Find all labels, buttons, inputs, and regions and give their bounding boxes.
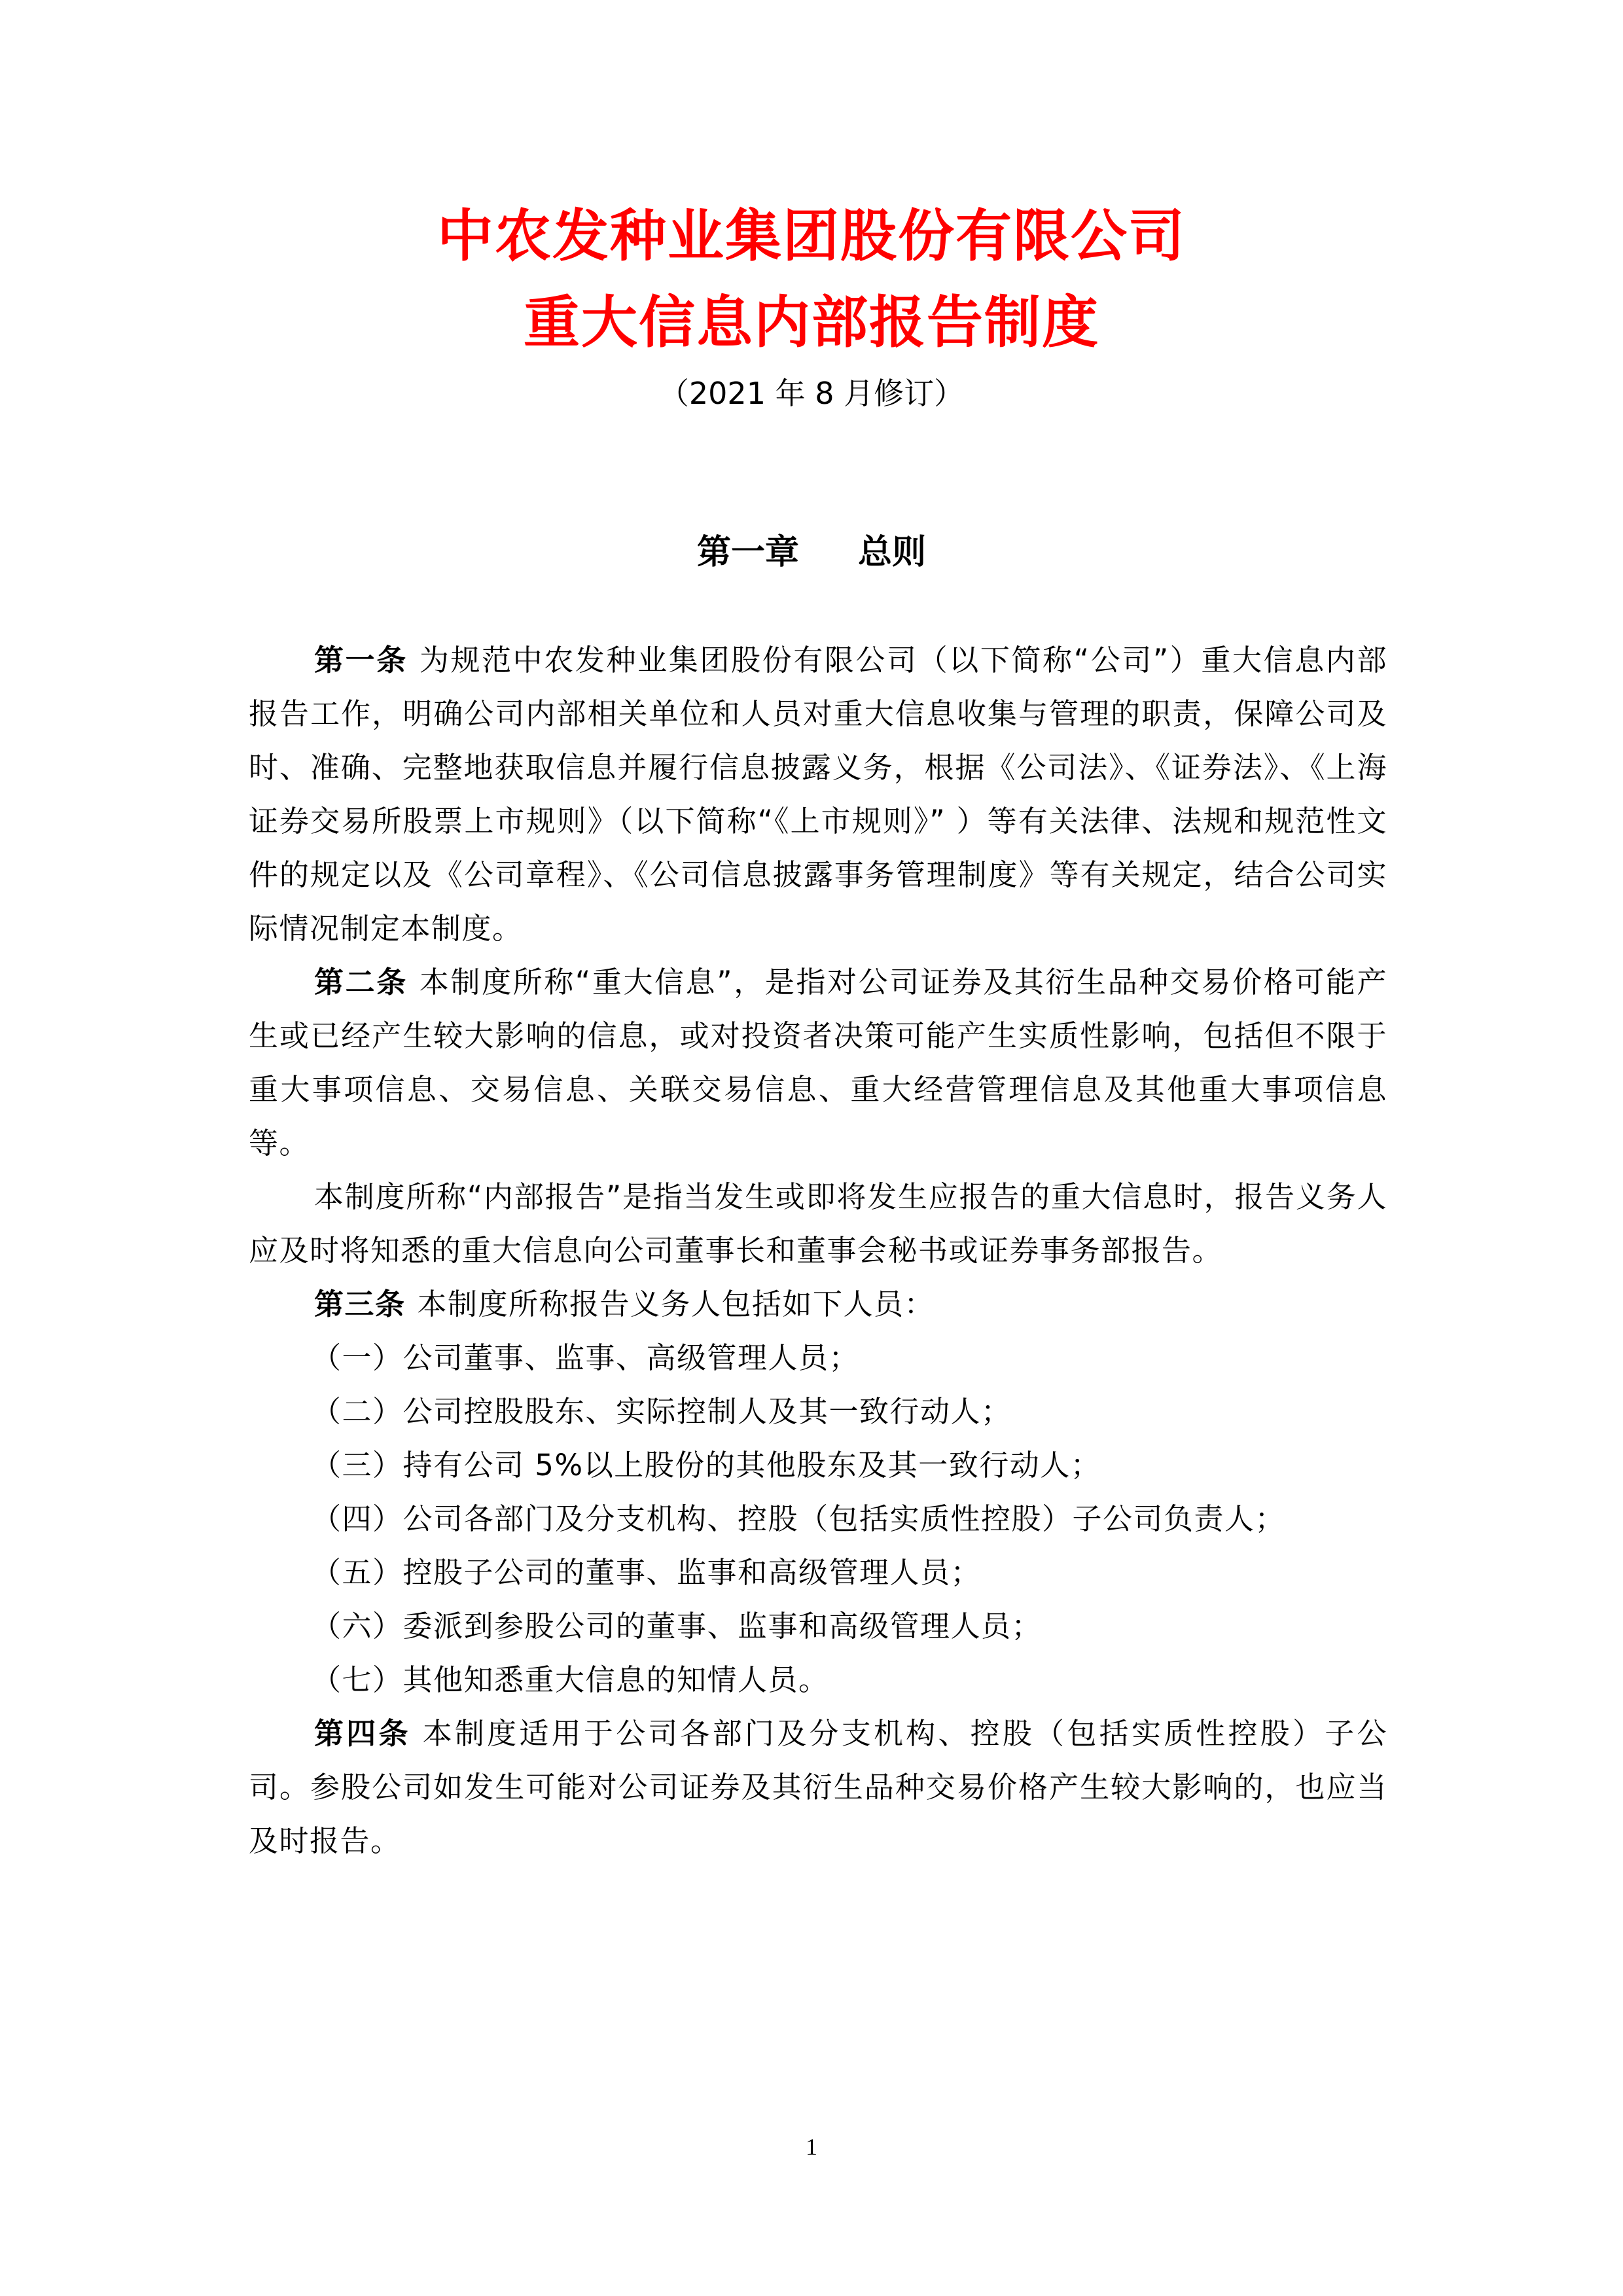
list-item: （五）控股子公司的董事、监事和高级管理人员； [312, 1555, 982, 1590]
document-body [249, 634, 1387, 1868]
document-title-regulation: 重大信息内部报告制度 [524, 290, 1099, 355]
article-label: 第一条 [314, 643, 408, 677]
list-item: （三）持有公司 5%以上股份的其他股东及其一致行动人； [312, 1448, 1101, 1482]
document-title-company: 中农发种业集团股份有限公司 [437, 204, 1186, 269]
article-text: 本制度适用于公司各部门及分支机构、控股（包括实质性控股）子公司。参股公司如发生可能对公司证券及其衍生品种交易价格产生较大影响的，也应当及时报告。 [249, 1716, 1387, 1858]
article-4 [249, 1707, 1387, 1868]
list-item: （二）公司控股股东、实际控制人及其一致行动人； [312, 1394, 1012, 1429]
article-2 [249, 956, 1387, 1170]
chapter-heading [0, 533, 1623, 572]
list-item: （一）公司董事、监事、高级管理人员； [312, 1340, 860, 1375]
article-3 [249, 1278, 1387, 1331]
article-text: 为规范中农发种业集团股份有限公司（以下简称“公司”）重大信息内部报告工作，明确公司内部相关单位和人员对重大信息收集与管理的职责，保障公司及时、准确、完整地获取信息并履行信息披露义务，根据《公司法》、《证券法》、《上海证券交易所股票上市规则》（以下简称“《上市规则》” ）等有关法律、法规和规范性文件的规定以及《公司章程》、《公司信息披露事务管理制度》等有关规定，结合公司实际情况制定本制度。 [249, 643, 1387, 946]
paragraph-text: 本制度所称“内部报告”是指当发生或即将发生应报告的重大信息时，报告义务人应及时将知悉的重大信息向公司董事长和董事会秘书或证券事务部报告。 [249, 1179, 1387, 1268]
chapter-number: 第一章 [696, 533, 799, 572]
article-label: 第四条 [314, 1716, 411, 1751]
revision-note: （2021 年 8 月修订） [658, 376, 965, 411]
article-text: 本制度所称报告义务人包括如下人员： [417, 1287, 935, 1321]
article-label: 第三条 [314, 1287, 406, 1321]
article-1 [249, 634, 1387, 956]
list-item: （六）委派到参股公司的董事、监事和高级管理人员； [312, 1609, 1043, 1643]
article-2-continuation [249, 1170, 1387, 1278]
list-item: （四）公司各部门及分支机构、控股（包括实质性控股）子公司负责人； [312, 1501, 1286, 1536]
chapter-name: 总则 [858, 533, 927, 572]
article-label: 第二条 [314, 965, 408, 999]
article-text: 本制度所称“重大信息”，是指对公司证券及其衍生品种交易价格可能产生或已经产生较大影响的信息，或对投资者决策可能产生实质性影响，包括但不限于重大事项信息、交易信息、关联交易信息、重大经营管理信息及其他重大事项信息等。 [249, 965, 1387, 1160]
page-number: 1 [806, 2134, 817, 2160]
list-item: （七）其他知悉重大信息的知情人员。 [312, 1662, 829, 1697]
